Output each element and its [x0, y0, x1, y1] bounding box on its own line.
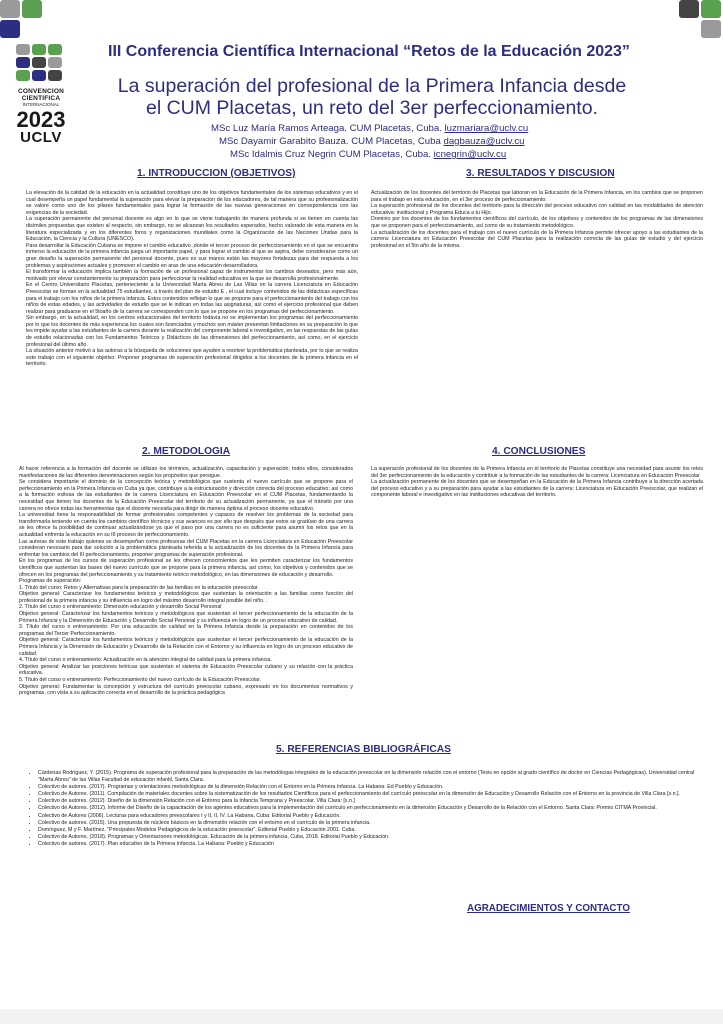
paragraph: Objetivo general: Caracterizar los fundamentos teóricos y metodológicos que sustentan el tercer perfeccionamiento de la educación de la Primera Infancia y la Dimensión de Educación y Desarrollo Social Personal y su influencia en logro de un proceso educativo de calidad. — [19, 611, 353, 624]
section-body-conclusions — [371, 466, 703, 499]
gray-square-icon — [0, 0, 20, 18]
paragraph: 5. Título del curso o entrenamiento: Perfeccionamiento del nuevo currículo de la Educación Preescolar. — [19, 677, 261, 683]
author-1-email-link[interactable]: luzmariara@uclv.cu — [444, 123, 529, 134]
section-title-methodology: 2. METODOLOGIA — [142, 446, 231, 457]
author-1 — [211, 123, 528, 135]
logo-line2: CIENTIFICA — [21, 95, 61, 102]
paragraph: Objetivo general: Analizar las posiciones teóricas que sustentan el sistema de Educación Preescolar cubano y su relación con la práctica educativa. — [19, 663, 353, 677]
green-square-icon — [701, 0, 721, 18]
reference-list — [28, 770, 702, 848]
corner-decoration-right — [677, 0, 723, 38]
section-title-references: 5. REFERENCIAS BIBLIOGRÁFICAS — [276, 744, 451, 755]
paragraph: 1. Título del curso: Retos y Alternativas para la preparación de las familias en la educación preescolar. — [19, 584, 259, 591]
paragraph: La elevación de la calidad de la educación en la actualidad constituye uno de los objetivos fundamentales de los sistemas educativos y en el cual desempeña un papel fundamental la superación para elevar la preparación de los educadores, de tal manera que su profesionalización se valore como uno de los pilares fundamentales para lograr la formación de las nuevas generaciones en correspondencia con las exigencias de la sociedad. — [26, 190, 358, 216]
paragraph: 4. Título del curso o entrenamiento: Actualización en la atención integral de calidad para la primera infancia. — [19, 657, 272, 664]
reference-item: • Domínguez, M y F. Martínez. "Principales Modelos Pedagógicos de la educación preescolar". Editorial Pueblo y Educación 2001. Cuba. — [38, 827, 702, 834]
paragraph: Al hacer referencia a la formación del docente se utilizan los términos, actualización, capacitación y superación; todos ellos, considerados manifestaciones de las diferentes denominaciones según los propósitos que persigue. — [19, 466, 353, 479]
author-2-email-link[interactable]: dagbauza@uclv.cu — [443, 136, 525, 147]
author-3-name: MSc Idalmis Cruz Negrin CUM Placetas, Cuba. — [230, 149, 431, 160]
paragraph: La situación anterior motivó a las autoras a la búsqueda de soluciones que ayuden a resolver la problemática planteada, por lo que se realiza este trabajo con el siguiente objetivo: Proponer programas de superación profesional dirigidos a los docentes de la primera infancia en el territorio. — [26, 348, 358, 368]
section-body-introduction — [26, 190, 358, 368]
blue-square-icon — [0, 20, 20, 38]
paragraph: Sin embargo, en la actualidad, en los centros educacionales del territorio todavía no se implementan los programas del perfeccionamiento por lo que los docentes de más experiencia los cuales son licenciados y muchos son máster presentan limitaciones en su preparación lo que les impide ayudar a las estudiantes de la carrera durante la realización del componente laboral e investigativo, en las respuestas de las guías de estudio relacionadas con los Fundamentos Teóricos y Didácticos de las dimensiones del perfeccionamiento, así como, en el ejercicio profesional del último año. — [26, 315, 358, 348]
reference-item: • Cárdenas Rodríguez, Y. (2015). Programa de superación profesional para la preparación de las metodólogas integrales de la educación preescolar en la dimensión relación con el entorno (Tesis en opción al grado científico de doctor en Ciencias Pedagógicas). Universidad central "Marta Abreu" de las Villas Facultad de educación infantil, Santa Clara. — [38, 770, 702, 783]
author-3 — [230, 149, 506, 161]
paragraph: La actualización de los docentes para el trabajo con el nuevo currículo de la Primera Infancia permite ofrecer apoyo a las estudiantes de la carrera: Licenciatura en Educación Preescolar del CUM Placetas para la realización correcta de las guías de estudio y del ejercicio profesional en el 5to año de la misma. — [371, 229, 703, 249]
paragraph: En los programas de los cursos de superación profesional se les ofrecen conocimientos que les permiten caracterizar los fundamentos científicos que sustentan las bases del nuevo currículo que se propone para la primera infancia, así como, los objetivos y contenidos que se ofrecen en los programas del perfeccionamiento y su tratamiento teórico metodológico, en las dimensiones de educación y desarrollo. — [19, 558, 353, 578]
page-footer-bar — [0, 1009, 723, 1024]
section-title-conclusions: 4. CONCLUSIONES — [492, 446, 586, 457]
paragraph: Se considera importante el dominio de la concepción teórica y metodológica que sustenta el nuevo currículo que se propone para el perfeccionamiento en la Primera Infancia en Cuba ya que, contribuye a la estructuración y dirección correcta del proceso educativo; así como a la formación exitosa de las estudiantes de la carrera Licenciatura en Educación Preescolar en el CUM Placetas, fundamentando la necesidad que tienen los docentes de la Educación Preescolar del territorio de su actualización permanente, ya que el tránsito por una carrera no ofrece todas las herramientas que el docente necesita para dirigir de manera óptima el proceso docente educativo. — [19, 479, 353, 512]
green-square-icon — [22, 0, 42, 18]
gray-square-icon — [701, 20, 721, 38]
logo-line3: INTERNACIONAL — [22, 102, 60, 107]
reference-item: • Colectivo de autores. (2015). Una propuesta de núcleos básicos en la dimensión relación con el entorno en el currículo de la primera infancia. — [38, 820, 702, 827]
author-2 — [219, 136, 525, 148]
paragraph: 2. Título del curso o entrenamiento: Dimensión educación y desarrollo Social Personal — [19, 604, 222, 611]
paragraph: Actualización de los docentes del territorio de Placetas que laboran en la Educación de la Primera Infancia, en los cambios que se proponen para el trabajo en esta educación, en el 3er proceso de perfeccionamiento. — [371, 190, 703, 203]
paragraph: Objetivo general: Caracterizar los fundamentos teóricos y metodológicos que sustentan el tercer perfeccionamiento de la educación de la Primera Infancia y la Dimensión de Educación y Desarrollo de la Relación con el Entorno y su influencia en logro de un proceso educativo de calidad. — [19, 637, 353, 657]
logo-line1: CONVENCION — [17, 88, 65, 95]
logo-squares-icon — [16, 44, 64, 82]
author-2-name: MSc Dayamir Garabito Bauza. CUM Placetas, Cuba — [219, 136, 441, 147]
author-3-email-link[interactable]: icnegrin@uclv.cu — [433, 149, 507, 160]
paragraph: El transformar la educación implica también la formación de un profesional capaz de instrumentar los cambios deseados, pero más aún, motivado por elevar constantemente su preparación para perfeccionar la realidad educativa en la que se desarrolla profesionalmente. — [26, 269, 358, 282]
paragraph: La universidad tiene la responsabilidad de formar profesionales competentes y capaces de resolver los problemas de la sociedad para transformarla teniendo en cuenta los cambios científico técnicos y sus avances es por ello que después que estos se gradúan de una carrera se les ofrece la posibilidad de continuar actualizándose ya que el paso por una carrera no es suficiente para asumir los retos que en la actualidad enfrenta la educación en su III proceso de perfeccionamiento. — [19, 512, 353, 538]
section-title-results: 3. RESULTADOS Y DISCUSION — [466, 168, 615, 179]
paragraph: La superación permanente del personal docente es algo en lo que se viene trabajando de manera profunda si se tienen en cuenta las disímiles propuestas que existen al respecto, sin embargo, no se alcanzan los resultados esperados, hecho valorado de esta manera en la literatura especializada y en los diferentes foros y organizaciones mundiales como la Organización de las Naciones Unidas para la Educación, la Ciencia y la Cultura (UNESCO). — [26, 216, 358, 243]
poster-title-line1: La superación del profesional de la Primera Infancia desde — [117, 75, 627, 97]
paragraph: La actualización permanente de los docentes que se desempeñan en la Educación de la Primera Infancia contribuye a la dirección acertada del proceso educativo y a su preparación para ayudar a las estudiantes de la carrera: Licenciatura en Educación Preescolar, que realizan el componente laboral e investigativo en las instituciones educativas del territorio. — [371, 479, 703, 499]
reference-item: • Colectivo de Autores (2006). Lecturas para educadores preescolares I y II, II, IV. La Habana, Cuba: Editorial Pueblo y Educación. — [38, 813, 702, 820]
section-body-methodology — [19, 466, 353, 697]
paragraph: Dominio por los docentes de los fundamentos científicos del currículo, de los objetivos y contenidos de los programas de las dimensiones que se proponen para el perfeccionamiento, así como de su tratamiento metodológico. — [371, 216, 703, 229]
reference-item: • Colectivo de autores. (2017). Plan educativo de la Primera Infancia. La Habana: Pueblo y Educación — [38, 841, 702, 848]
conference-logo — [12, 44, 70, 162]
logo-year: 2023 — [16, 107, 66, 132]
conference-title: III Conferencia Científica Internacional “Retos de la Educación 2023” — [108, 43, 630, 60]
paragraph: 3. Título del curso o entrenamiento: Por una educación de calidad en la Primera Infancia desde la preparación en contenidos de los programas del Tercer Perfeccionamiento. — [19, 624, 353, 637]
reference-item: • Colectivo de autores. (2017). Programas y orientaciones metodológicas de la dimensión Relación con el Entorno en la Primera Infancia. La Habana: Ed Pueblo y Educación. — [38, 784, 702, 791]
section-body-results — [371, 190, 703, 249]
poster-title — [92, 75, 652, 119]
reference-item: • Colectivo de autores. (2012). Diseño de la dimensión Relación con el Entorno para la Infancia Temprana y Preescolar. Villa Clara: [s.n.] — [38, 798, 702, 805]
paragraph: En el Centro Universitario Placetas, perteneciente a la Universidad Marta Abreu de Las Villas en la carrera Licenciatura en Educación Preescolar se forman en la actualidad 75 estudiantes, a través del plan de estudio E , el cual incluye contenidos de las didácticas específicas para el trabajo con los niños de la primera infancia. Estos contenidos reflejan lo que se propone para el perfeccionamiento del trabajo con los niños de estas edades, y las actividades de estudio que se le indican en todas las asignaturas, así como el ejercicio profesional que deben realizar para graduarse en el 5toaño de la carrera se corresponden con lo que se propone en los programas del perfeccionamiento. — [26, 282, 358, 315]
reference-item: • Colectivo de Autores. (2011). Compilación de materiales docentes sobre la sistematización de los resultados Científicos para el perfeccionamiento del currículo preescolar en la dimensión de Educación y Desarrollo Relación con el Entorno en la provincia de Villa Clara [s.n.]. — [38, 791, 702, 798]
author-1-name: MSc Luz María Ramos Arteaga. CUM Placetas, Cuba. — [211, 123, 442, 134]
paragraph: Programas de superación: — [19, 578, 82, 585]
reference-item: • Colectivo de Autores. (2018). Programas y Orientaciones metodológicas. Educación de la primera infancia, Cuba, 2018. Editorial Pueblo y Educación. — [38, 834, 702, 841]
paragraph: La superación profesional de los docentes de la Primera Infancia en el territorio de Placetas constituye una necesidad para asumir los retos del 3er perfeccionamiento de la educación y contribuir a la formación de las estudiantes de la carrera: Licenciatura en Educación Preescolar — [371, 466, 703, 479]
paragraph: Objetivo general: Caracterizar los fundamentos teóricos y metodológicos que sustentan la orientación a las familias como función del profesional de la primera infancia y su influencia en logro del máximo desarrollo integral posible del niño. . — [19, 591, 353, 604]
paragraph: Objetivo general: Fundamentar la concepción y estructura del currículo preescolar cubano, expresado en los documentos normativos y programas, con vista a su aplicación correcta en el desarrollo de la práctica pedagógica — [19, 683, 353, 697]
corner-decoration-left — [0, 0, 46, 38]
poster-title-line2: el CUM Placetas, un reto del 3er perfeccionamiento. — [146, 97, 598, 119]
acknowledgements-title: AGRADECIMIENTOS Y CONTACTO — [467, 903, 630, 914]
dark-square-icon — [679, 0, 699, 18]
logo-org: UCLV — [20, 129, 62, 146]
paragraph: Las autoras de este trabajo quienes se desempeñan como profesoras del CUM Placetas en la carrera Licenciatura en Educación Preescolar consideran necesario para dar solución a la problemática planteada referida a la actualización de los docentes de la Primera Infancia para enfrentar los cambios del III perfeccionamiento, proponer programas de superación profesional. — [19, 538, 353, 558]
paragraph: La superación profesional de los docentes del territorio para la dirección del proceso educativo con calidad en las modalidades de atención educativa: institucional y Programa Educa a tu Hijo. — [371, 203, 703, 216]
section-title-introduction: 1. INTRODUCCION (OBJETIVOS) — [137, 168, 296, 179]
paragraph: Para desarrollar la Educación Cubana se impone el cambio educativo ,donde el tercer proceso de perfeccionamiento en el que se encuentra inmerso la educación de la primera infancia juega un importante papel, y para lograr el cambio al que se aspira, debe considerarse como un gran desafío la superación permanente del personal docente, pues es sus manos están las mayores fortalezas para dar respuesta a los problemas y aspiraciones actuales y promover el cambio en aras de una educación desarrolladora. — [26, 242, 358, 269]
reference-item: • Colectivo de Autores. (2012). Informe del Diseño de la capacitación de los agentes educativos para la implementación del currículo en perfeccionamiento en la dimensión Educación y Desarrollo de la Relación con el Entorno. Santa Clara: Premio CITMA Provincial. — [38, 805, 702, 812]
